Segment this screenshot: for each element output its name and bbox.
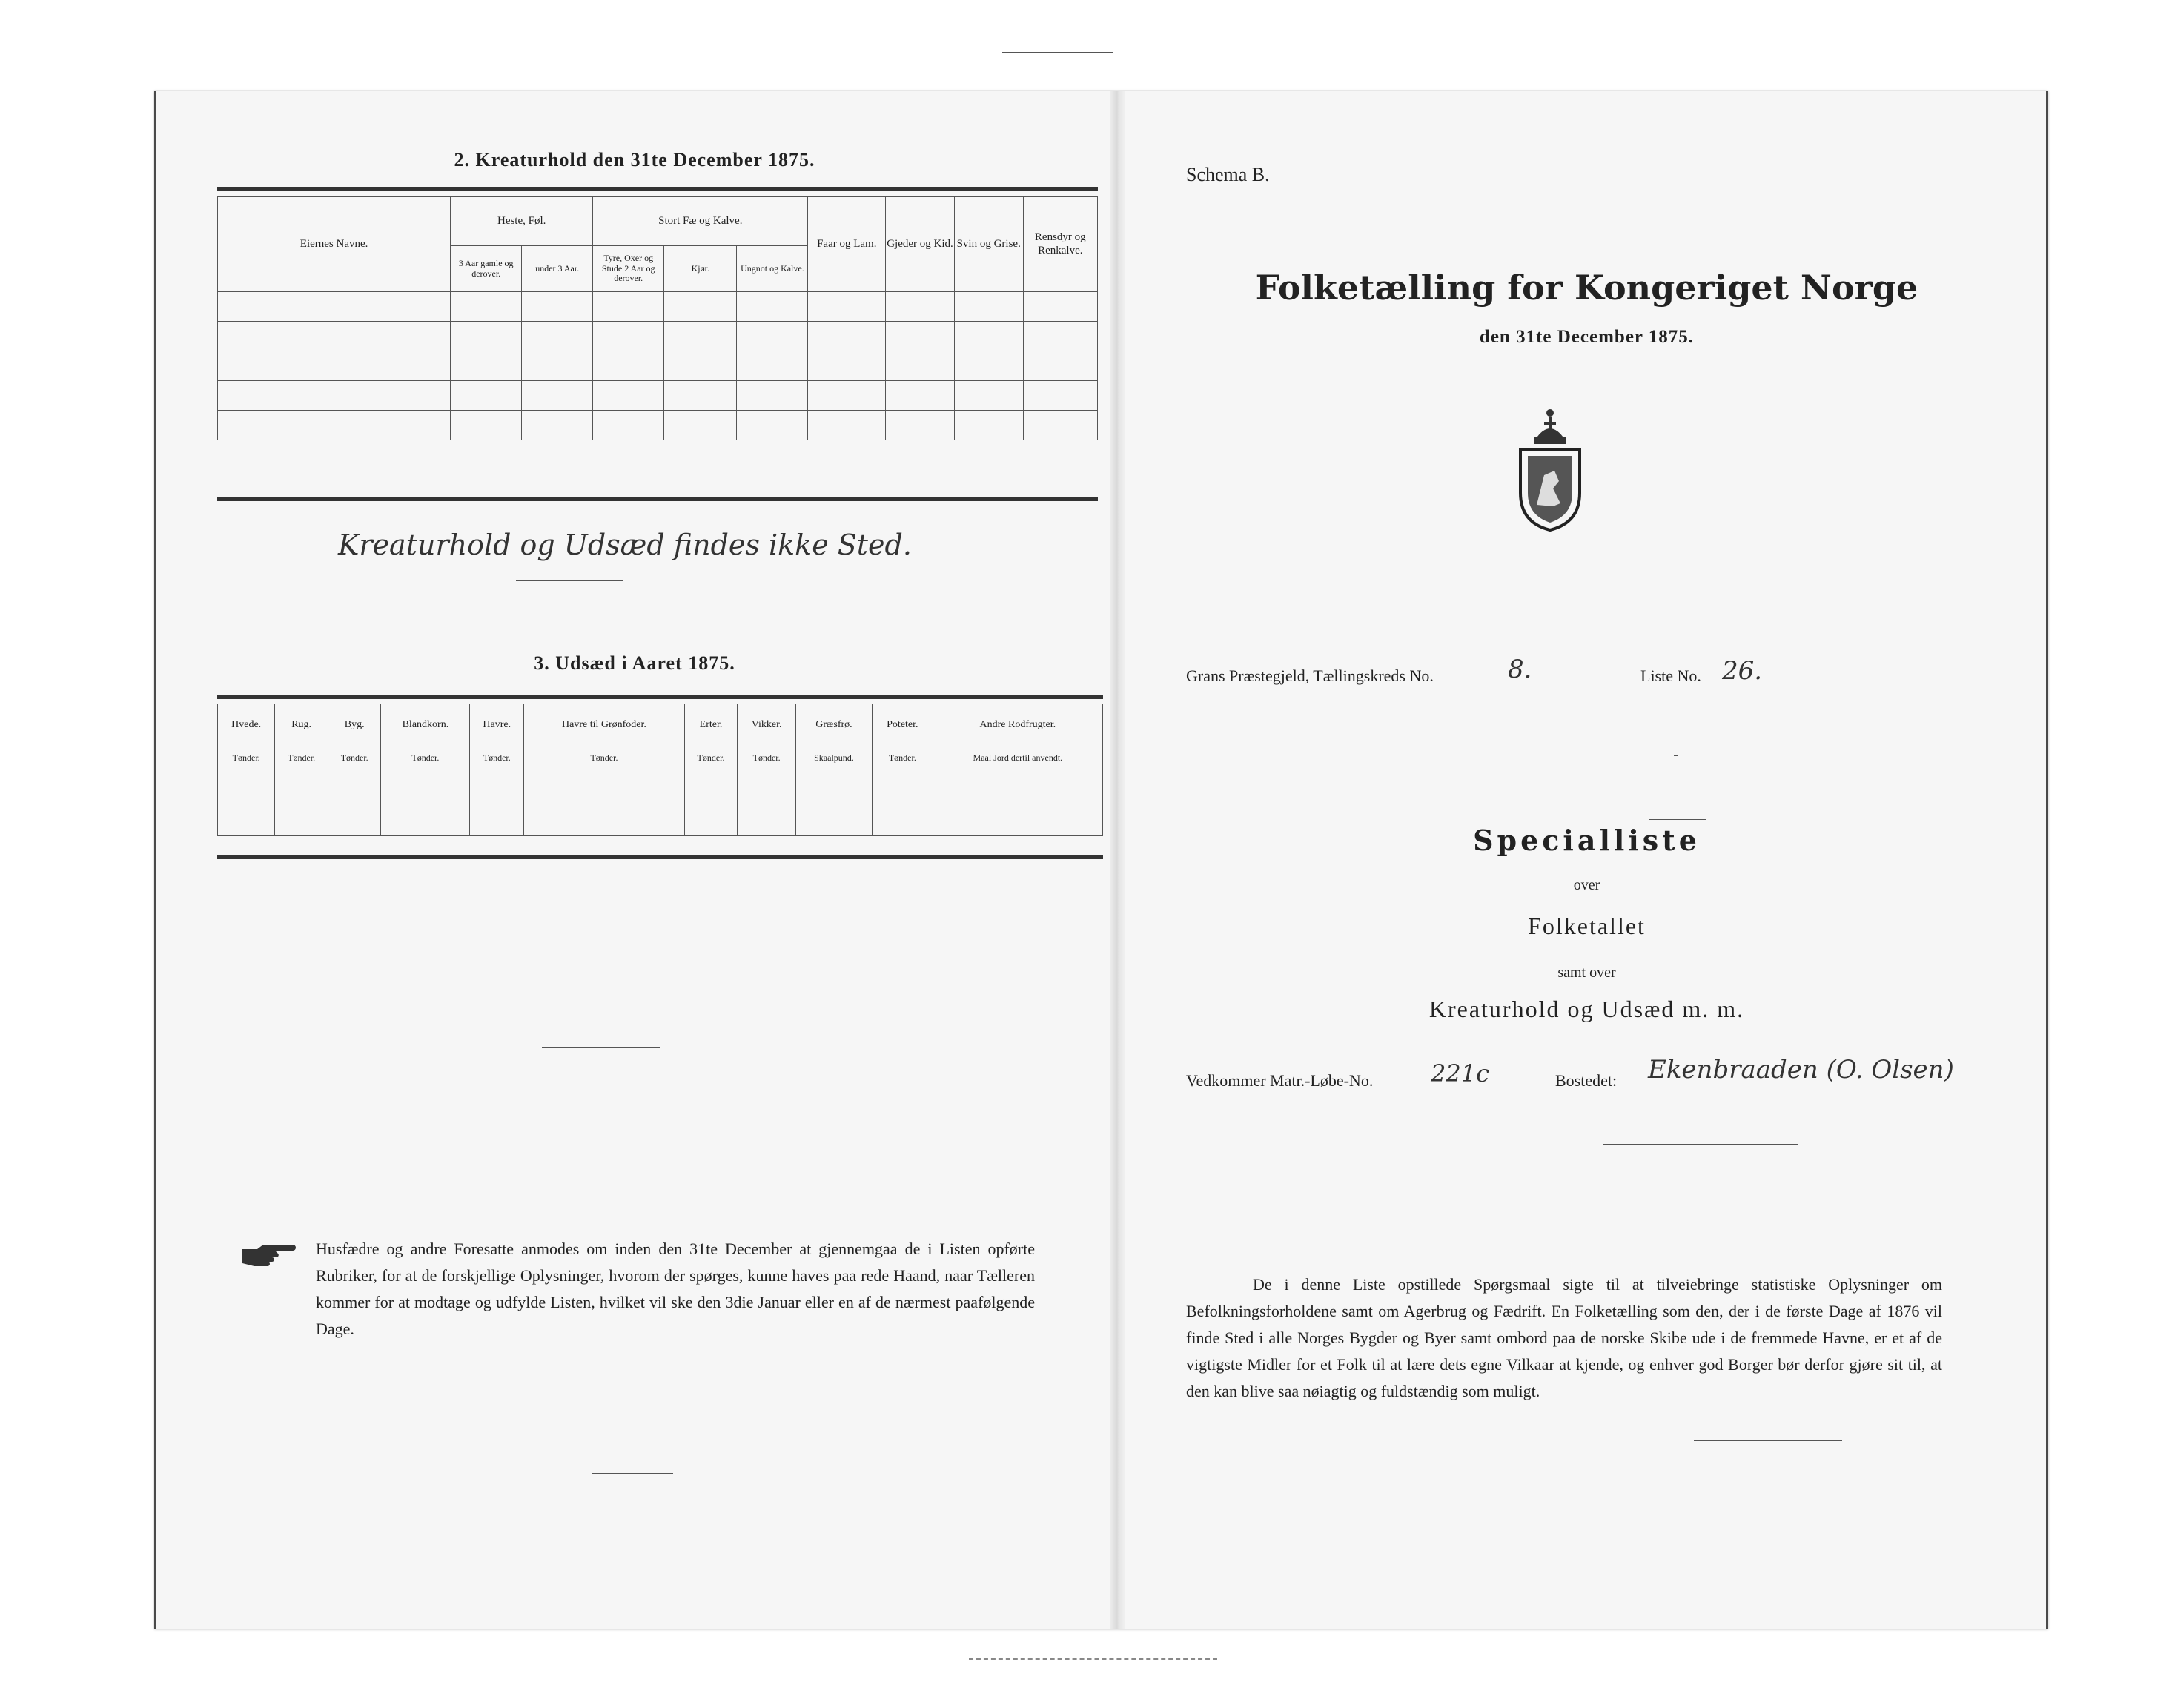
special-title: Specialliste [1473,824,1701,857]
seed-column-header: Hvede. [218,704,275,747]
seed-column-unit: Skaalpund. [795,747,872,769]
divider [1649,819,1706,820]
seed-column-header: Andre Rodfrugter. [933,704,1102,747]
seed-table [217,704,1103,836]
seed-column-header: Vikker. [738,704,796,747]
seed-column-unit: Tønder. [381,747,470,769]
heste-old-header: 3 Aar gamle og derover. [451,246,522,292]
seed-column-unit: Maal Jord dertil anvendt. [933,747,1102,769]
seed-column-unit: Tønder. [684,747,738,769]
notice-text: Husfædre og andre Foresatte anmodes om inden den 31te December at gjennemgaa de i Listen opførte Rubriker, for at de forskjellige Oplysninger, hvorom der spørges, kunne haves paa rede Haand, naar Tælleren kommer for at modtage og udfylde Listen, hvilket vil ske den 3die Januar eller en af de nærmest paafølgende Dage. [316,1239,1035,1338]
table-row [218,411,1098,440]
divider [516,580,623,581]
section3-title: 3. Udsæd i Aaret 1875. [534,652,735,674]
bulls-header: Tyre, Oxer og Stude 2 Aar og derover. [593,246,664,292]
margin-mark [969,1658,1217,1660]
seed-cell [524,769,685,836]
bosted-value: Ekenbraaden (O. Olsen) [1648,1055,1954,1085]
margin-mark [1002,52,1113,53]
seed-column-header: Poteter. [872,704,933,747]
folketallet-text: Folketallet [1528,913,1646,939]
table-row [218,322,1098,351]
fae-header: Stort Fæ og Kalve. [593,197,808,246]
seed-bottom-rule [217,855,1103,859]
parish-label: Grans Præstegjeld, Tællingskreds No. [1186,666,1434,685]
seed-cell [872,769,933,836]
seed-cell [381,769,470,836]
seed-column-unit: Tønder. [275,747,328,769]
seed-column-header: Rug. [275,704,328,747]
divider [1603,1144,1798,1145]
faar-header: Faar og Lam. [808,197,886,292]
seed-column-header: Byg. [328,704,381,747]
right-page [1125,91,2048,1629]
seed-cell [470,769,524,836]
owner-header: Eiernes Navne. [218,197,451,292]
left-page [154,91,1110,1629]
main-title: Folketælling for Kongeriget Norge [1255,268,1918,308]
seed-column-unit: Tønder. [872,747,933,769]
seed-column-header: Græsfrø. [795,704,872,747]
liste-no: 26. [1722,656,1763,686]
seed-cell [933,769,1102,836]
gjeder-header: Gjeder og Kid. [886,197,955,292]
footer-text: De i denne Liste opstillede Spørgsmaal sigte til at tilveiebringe statistiske Oplysninger om Befolkningsforholdene samt om Agerbrug og Fædrift. En Folketælling som den, der i de første Dage af 1876 vil finde Sted i alle Norges Bygder og Byer samt ombord paa de norske Skibe ude i de fremmede Havne, er et af de vigtigste Midler for et Folk til at lære dets egne Vilkaar at kjende, og enhver god Borger bør derfor gjøre sit til, at den kan blive saa nøiagtig og fuldstændig som muligt. [1186,1275,1942,1400]
seed-column-unit: Tønder. [524,747,685,769]
page-fold [1110,91,1125,1629]
table-row [218,292,1098,322]
seed-column-unit: Tønder. [470,747,524,769]
table-bottom-rule [217,497,1098,501]
table-row [218,381,1098,411]
rensdyr-header: Rensdyr og Renkalve. [1023,197,1097,292]
section2-title: 2. Kreaturhold den 31te December 1875. [454,149,815,171]
liste-label: Liste No. [1640,666,1701,685]
divider [542,1047,660,1048]
seed-cell [218,769,275,836]
census-sheet [154,91,2048,1629]
table-row [218,351,1098,381]
heste-young-header: under 3 Aar. [522,246,593,292]
kreaturhold-text: Kreaturhold og Udsæd m. m. [1428,996,1745,1022]
handwritten-note: Kreaturhold og Udsæd findes ikke Sted. [338,529,912,561]
divider [592,1473,673,1474]
seed-column-header: Erter. [684,704,738,747]
pointing-hand-icon [239,1239,299,1268]
heste-header: Heste, Føl. [451,197,593,246]
matr-value: 221c [1431,1059,1489,1088]
seed-column-unit: Tønder. [218,747,275,769]
bosted-label: Bostedet: [1555,1071,1618,1090]
over-text: over [1573,877,1600,893]
seed-column-header: Havre. [470,704,524,747]
seed-top-rule [217,695,1103,699]
livestock-table [217,196,1098,440]
cows-header: Kjør. [664,246,737,292]
norway-coat-of-arms-icon [1513,401,1587,534]
main-date: den 31te December 1875. [1479,327,1695,347]
samt-over-text: samt over [1557,964,1616,981]
seed-column-unit: Tønder. [738,747,796,769]
seed-cell [328,769,381,836]
divider [1694,1440,1842,1441]
seed-column-header: Havre til Grønfoder. [524,704,685,747]
seed-column-unit: Tønder. [328,747,381,769]
seed-cell [795,769,872,836]
table-top-rule [217,187,1098,191]
seed-column-header: Blandkorn. [381,704,470,747]
matr-label: Vedkommer Matr.-Løbe-No. [1186,1071,1374,1090]
kreds-no: 8. [1508,655,1532,684]
calves-header: Ungnot og Kalve. [737,246,808,292]
seed-cell [275,769,328,836]
schema-label: Schema B. [1186,164,1270,185]
dot [1674,755,1678,756]
seed-cell [684,769,738,836]
seed-cell [738,769,796,836]
svin-header: Svin og Grise. [954,197,1023,292]
